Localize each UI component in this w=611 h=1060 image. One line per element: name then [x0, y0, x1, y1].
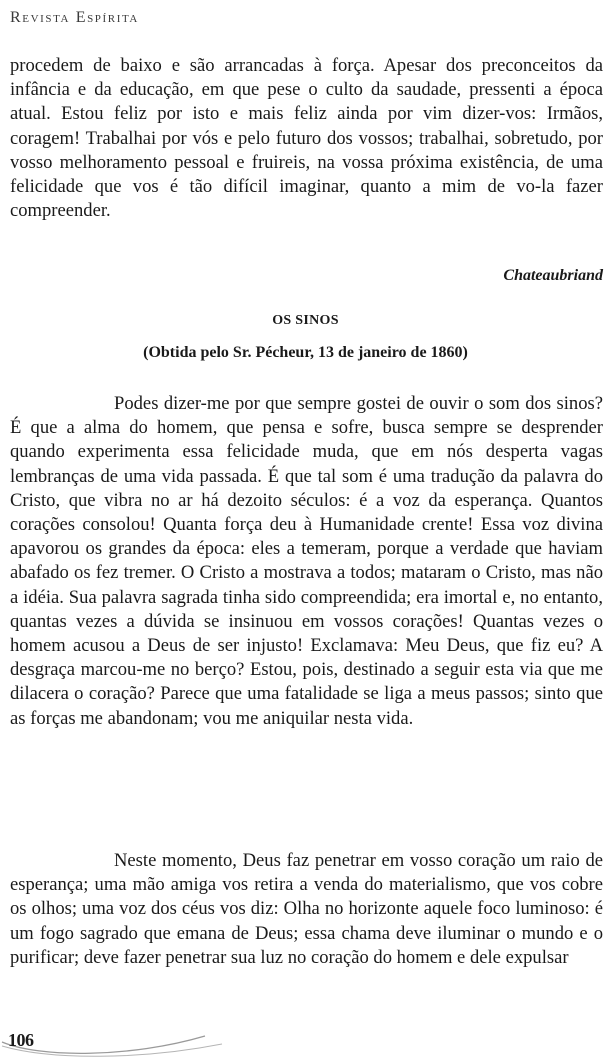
paragraph-top: procedem de baixo e são arrancadas à força. Apesar dos preconceitos da infância e da educação, em que pese o culto da saudade, pressenti a época atual. Estou feliz por isto e mais feliz ainda por vim dizer-vos: Irmãos, coragem! Trabalhai por vós e pelo futuro dos vossos; trabalhai, sobretudo, por vosso melhoramento pessoal e fruireis, na vossa próxima existência, de uma felicidade que vos é tão difícil imaginar, quanto a mim de vo-la fazer compreender. [10, 55, 603, 222]
signature: Chateaubriand [503, 267, 603, 284]
paragraph-2: Neste momento, Deus faz penetrar em vosso coração um raio de esperança; uma mão amiga vos retira a venda do materialismo, que vos cobre os olhos; uma voz dos céus vos diz: Olha no horizonte aquele foco luminoso: é um fogo sagrado que emana de Deus; essa chama deve iluminar o mundo e o purificar; deve fazer penetrar sua luz no coração do homem e dele expulsar [10, 850, 603, 968]
running-header: Revista Espírita [10, 9, 139, 26]
section-subtitle: (Obtida pelo Sr. Pécheur, 13 de janeiro de 1860) [143, 344, 468, 361]
paragraph-1: Podes dizer-me por que sempre gostei de ouvir o som dos sinos? É que a alma do homem, que pensa e sofre, busca sempre se desprender quando experimenta essa felicidade muda, que em nós desperta vagas lembranças de uma vida passada. É que tal som é uma tradução da palavra do Cristo, que vibra no ar há dezoito séculos: é a voz da esperança. Quantos corações consolou! Quanta força deu à Humanidade crente! Essa voz divina apavorou os grandes da época: eles a temeram, porque a verdade que haviam abafado os fez tremer. O Cristo a mostrava a todos; mataram o Cristo, mas não a idéia. Sua palavra sagrada tinha sido compreendida; era imortal e, no entanto, quantas vezes a dúvida se insinuou em vossos corações! Quantas vezes o homem acusou a Deus de ser injusto! Exclamava: Meu Deus, que fiz eu? A desgraça marcou-me no berço? Estou, pois, destinado a seguir esta via que me dilacera o coração? Parece que uma fatalidade se liga a meus passos; sinto que as forças me abandonam; vou me aniquilar nesta vida. [10, 393, 603, 729]
page-number: 106 [8, 1030, 34, 1050]
section-title: OS SINOS [272, 313, 339, 328]
footer-ornament-curve [0, 1024, 230, 1060]
